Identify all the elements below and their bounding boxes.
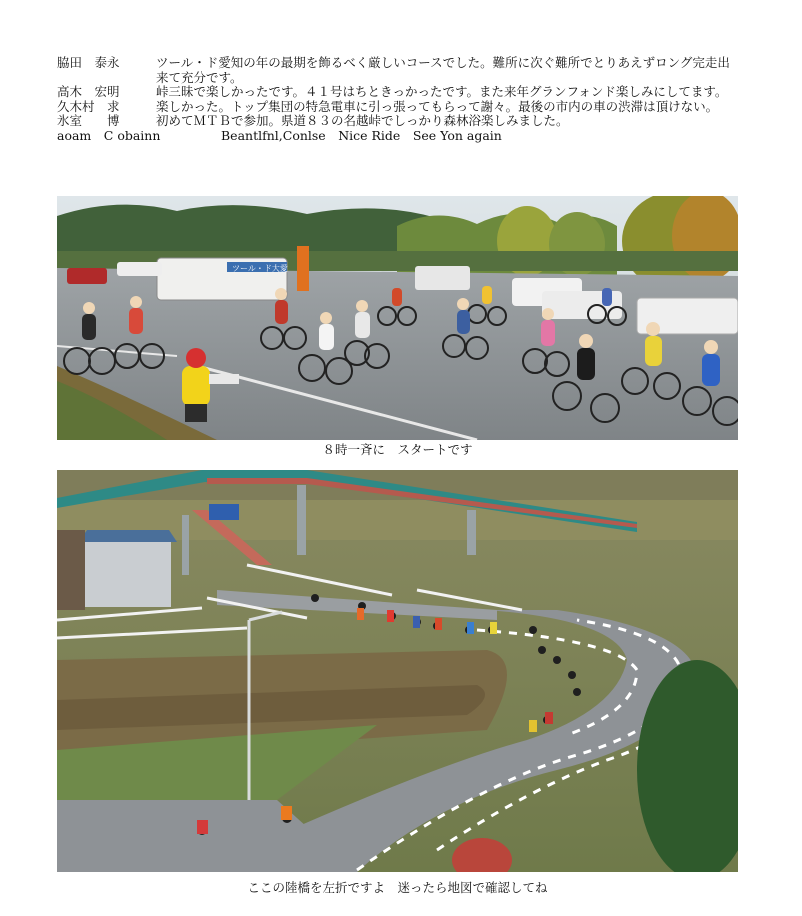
bridge-photo-caption: ここの陸橋を左折ですよ 迷ったら地図で確認してね [247,880,548,895]
comment-name: aoam C obainn [57,127,161,143]
comment-row [57,114,741,129]
comment-text: 楽しかった。トップ集団の特急電車に引っ張ってもらって謝々。最後の市内の車の渋滞は頂けない。 [156,98,719,114]
comment-row-english [57,129,741,144]
rider-comments [57,56,741,143]
comment-text: Beantlfnl,Conlse Nice Ride See Yon again [221,127,502,143]
comment-text: ツール・ド愛知の年の最期を飾るべく厳しいコースでした。難所に次ぐ難所でとりあえずロング完走出来て充分です。 [156,55,730,85]
comment-text: 峠三昧で楽しかったです。４１号はちときっかったです。また来年グランフォンド楽しみにしてます。 [156,84,728,99]
comment-name: 脇田 泰永 [57,55,120,70]
comment-name: 氷室 博 [57,113,120,128]
comment-name: 高木 宏明 [57,84,120,99]
comment-text: 初めてＭＴＢで参加。県道８３の名越峠でしっかり森林浴楽しみました。 [156,113,569,128]
start-photo [57,196,738,440]
start-photo-caption: ８時一斉に スタートです [322,442,473,457]
bridge-photo [57,470,738,872]
comment-row [57,100,741,115]
comment-row [57,85,741,100]
van-sign-text: ツール・ド大愛 [232,264,288,273]
comment-row [57,56,741,85]
comment-name: 久木村 求 [57,98,120,114]
